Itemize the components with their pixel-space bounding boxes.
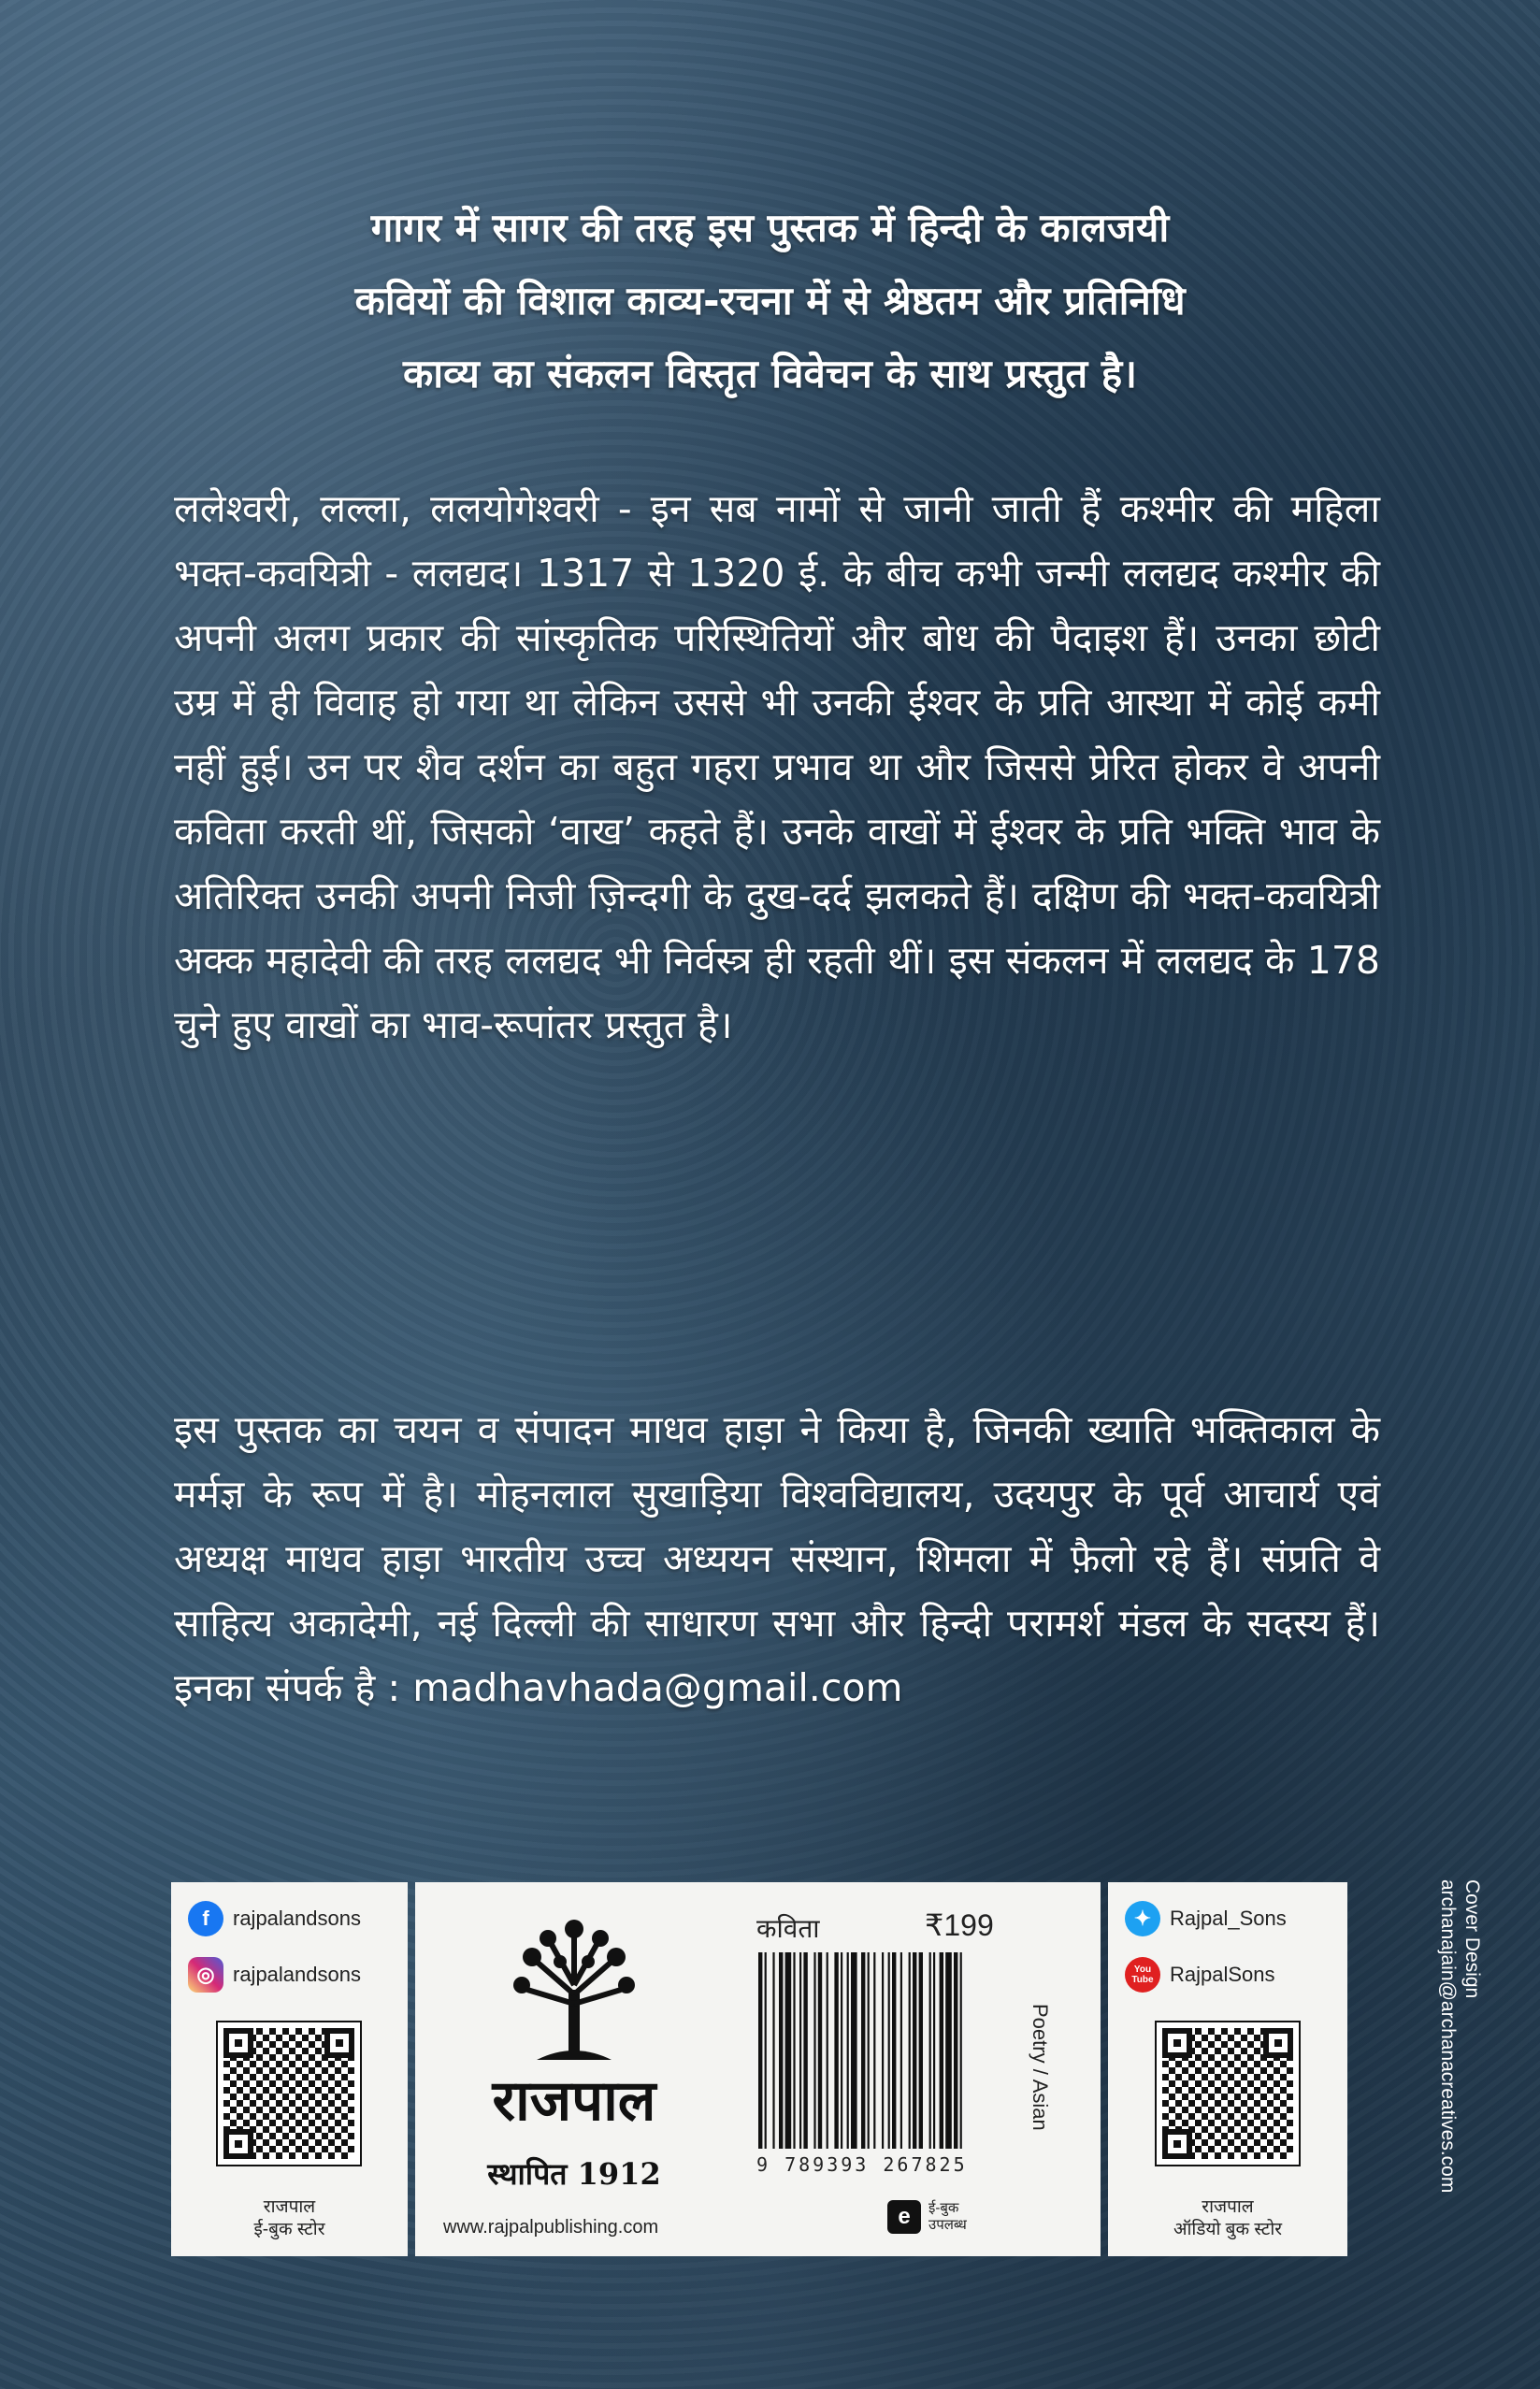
category-label: Poetry / Asian bbox=[1029, 2004, 1052, 2131]
credit-line-2: archanajain@archanacreatives.com bbox=[1437, 1879, 1459, 2194]
cover-design-credit bbox=[1435, 1879, 1484, 2193]
ebook-store-qr-code[interactable] bbox=[218, 2022, 360, 2165]
isbn-barcode bbox=[756, 1952, 1046, 2149]
instagram-icon: ◎ bbox=[188, 1957, 223, 1993]
ebook-line-1: ई-बुक bbox=[928, 2200, 959, 2216]
instagram-label: rajpalandsons bbox=[233, 1963, 361, 1986]
social-left-box bbox=[171, 1882, 408, 2256]
tagline-line-1: गागर में सागर की तरह इस पुस्तक में हिन्दी के कालजयी bbox=[370, 205, 1170, 251]
twitter-label: Rajpal_Sons bbox=[1170, 1907, 1287, 1930]
credit-line-1: Cover Design bbox=[1461, 1879, 1483, 1999]
publisher-logo-text: राजपाल bbox=[492, 2068, 656, 2134]
youtube-label: RajpalSons bbox=[1170, 1963, 1275, 1986]
tagline bbox=[140, 192, 1400, 410]
price-label: ₹199 bbox=[925, 1908, 994, 1942]
ebook-available-text bbox=[928, 2200, 967, 2234]
facebook-icon: f bbox=[188, 1901, 223, 1936]
twitter-icon: ✦ bbox=[1125, 1901, 1160, 1936]
established-year: स्थापित 1912 bbox=[487, 2156, 661, 2192]
publisher-box bbox=[415, 1882, 1101, 2256]
tree-logo-icon bbox=[509, 1915, 640, 2065]
editor-bio-paragraph: इस पुस्तक का चयन व संपादन माधव हाड़ा ने किया है, जिनकी ख्याति भक्तिकाल के मर्मज्ञ के रूप में है। मोहनलाल सुखाड़िया विश्वविद्यालय, उदयपुर के पूर्व आचार्य एवं अध्यक्ष माधव हाड़ा भारतीय उच्च अध्ययन संस्थान, शिमला में फ़ैलो रहे हैं। संप्रति वे साहित्य अकादेमी, नई दिल्ली की साधारण सभा और हिन्दी परामर्श मंडल के सदस्य हैं। इनका संपर्क है : madhavhada@gmail.com bbox=[174, 1407, 1380, 1710]
isbn-number: 9 789393 267825 bbox=[756, 2153, 968, 2176]
youtube-handle[interactable] bbox=[1125, 1957, 1275, 1993]
bottom-info-panel bbox=[171, 1882, 1372, 2256]
facebook-label: rajpalandsons bbox=[233, 1907, 361, 1930]
facebook-handle[interactable] bbox=[188, 1901, 361, 1936]
instagram-handle[interactable] bbox=[188, 1957, 361, 1993]
ebook-icon: e bbox=[887, 2200, 921, 2234]
qr-caption-line-2: ई-बुक स्टोर bbox=[253, 2220, 325, 2239]
twitter-handle[interactable] bbox=[1125, 1901, 1287, 1936]
qr-caption-line-1: राजपाल bbox=[263, 2197, 316, 2217]
ebook-store-caption bbox=[171, 2196, 408, 2241]
genre-label: कविता bbox=[756, 1914, 820, 1943]
audiobook-store-qr-code[interactable] bbox=[1157, 2022, 1299, 2165]
tagline-line-3: काव्य का संकलन विस्तृत विवेचन के साथ प्रस्तुत है। bbox=[402, 351, 1138, 396]
description-paragraph: ललेश्वरी, लल्ला, ललयोगेश्वरी - इन सब नामों से जानी जाती हैं कश्मीर की महिला भक्त-कवयित्री - ललद्यद। 1317 से 1320 ई. के बीच कभी जन्मी ललद्यद कश्मीर की अपनी अलग प्रकार की सांस्कृतिक परिस्थितियों और बोध की पैदाइश हैं। उनका छोटी उम्र में ही विवाह हो गया था लेकिन उससे भी उनकी ईश्वर के प्रति आस्था में कोई कमी नहीं हुई। उन पर शैव दर्शन का बहुत गहरा प्रभाव था और जिससे प्रेरित होकर वे अपनी कविता करती थीं, जिसको ‘वाख’ कहते हैं। उनके वाखों में ईश्वर के प्रति भक्ति भाव के अतिरिक्त उनकी अपनी निजी ज़िन्दगी के दुख-दर्द झलकते हैं। दक्षिण की भक्त-कवयित्री अक्क महादेवी की तरह ललद्यद भी निर्वस्त्र ही रहती थीं। इस संकलन में ललद्यद के 178 चुने हुए वाखों का भाव-रूपांतर प्रस्तुत है। bbox=[174, 486, 1380, 1047]
qr-caption-line-2: ऑडियो बुक स्टोर bbox=[1173, 2220, 1283, 2239]
audiobook-store-caption bbox=[1108, 2196, 1347, 2241]
youtube-icon: You Tube bbox=[1125, 1957, 1160, 1993]
ebook-available-badge bbox=[887, 2200, 967, 2234]
tagline-line-2: कवियों की विशाल काव्य-रचना में से श्रेष्ठतम और प्रतिनिधि bbox=[354, 278, 1186, 324]
ebook-line-2: उपलब्ध bbox=[928, 2217, 967, 2233]
qr-caption-line-1: राजपाल bbox=[1202, 2197, 1254, 2217]
social-right-box bbox=[1108, 1882, 1347, 2256]
publisher-website-link[interactable]: www.rajpalpublishing.com bbox=[443, 2217, 659, 2238]
